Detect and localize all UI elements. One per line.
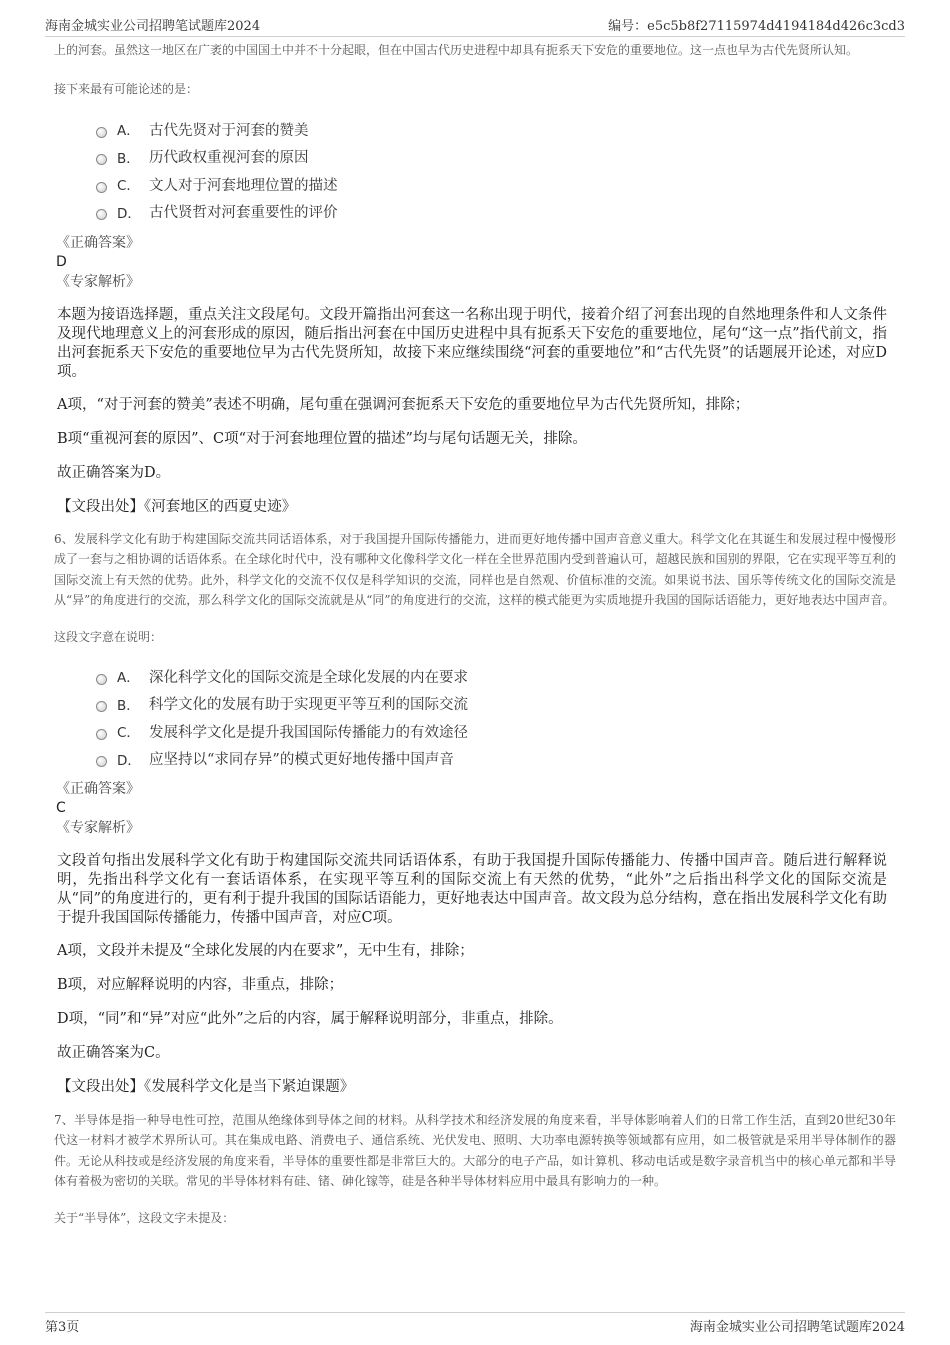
option-text: 古代贤哲对河套重要性的评价 <box>149 205 338 222</box>
q6-explanation-d: D项，“同”和“异”对应“此外”之后的内容，属于解释说明部分，非重点，排除。 <box>57 1010 563 1027</box>
option-text: 深化科学文化的国际交流是全球化发展的内在要求 <box>149 669 468 686</box>
q7-prompt: 关于“半导体”，这段文字未提及： <box>54 1210 235 1225</box>
q6-conclusion: 故正确答案为C。 <box>57 1044 170 1061</box>
q7-stem: 7、半导体是指一种导电性可控，范围从绝缘体到导体之间的材料。从科学技术和经济发展的角度来看，半导体影响着人们的日常工作生活，直到20世纪30年代这一材料才被学术界所认可。其在集成电路、消费电子、通信系统、光伏发电、照明、大功率电源转换等领域都有应用，如二极管就是采用半导体制作的器件。无论从科技或是经济发展的角度来看，半导体的重要性都是非常巨大的。大部分的电子产品，如计算机、移动电话或是数字录音机当中的核心单元都和半导体有着极为密切的关联。常见的半导体材料有硅、锗、砷化镓等，硅是各种半导体材料应用中最具有影响力的一种。 <box>54 1112 896 1188</box>
q6-options <box>96 663 896 773</box>
option-letter: C． <box>117 178 140 195</box>
q5-analysis: 本题为接语选择题，重点关注文段尾句。文段开篇指出河套这一名称出现于明代，接着介绍了河套出现的自然地理条件和人文条件及现代地理意义上的河套形成的原因，随后指出河套在中国历史进程中具有扼系天下安危的重要地位，尾句“这一点”指代前文，指出河套扼系天下安危的重要地位早为古代先贤所知，故接下来应继续围绕“河套的重要地位”和“古代先贤”的话题展开论述，对应D项。 <box>57 306 887 380</box>
q6-explanation-a: A项，文段并未提及“全球化发展的内在要求”，无中生有，排除； <box>57 942 474 959</box>
header-doc-id: 编号：e5c5b8f27115974d4194184d426c3cd3 <box>608 19 905 34</box>
q5-options <box>96 116 896 226</box>
radio-icon[interactable] <box>96 756 107 767</box>
page-header <box>45 14 905 37</box>
q6-option-a[interactable] <box>96 663 896 691</box>
q6-option-d[interactable] <box>96 745 896 773</box>
radio-icon[interactable] <box>96 154 107 165</box>
radio-icon[interactable] <box>96 729 107 740</box>
q5-answer-label: 《正确答案》 <box>56 234 140 251</box>
option-text: 应坚持以“求同存异”的模式更好地传播中国声音 <box>149 752 454 769</box>
q6-source: 【文段出处】《发展科学文化是当下紧迫课题》 <box>57 1078 355 1095</box>
radio-icon[interactable] <box>96 701 107 712</box>
q6-analysis: 文段首句指出发展科学文化有助于构建国际交流共同话语体系，有助于我国提升国际传播能力、传播中国声音。随后进行解释说明，先指出科学文化有一套话语体系，在实现平等互利的国际交流上有天然的优势，“此外”之后指出科学文化的国际交流是从“同”的角度进行的，更有利于提升我国的国际话语能力，更好地表达中国声音。故文段为总分结构，意在指出发展科学文化有助于提升我国国际传播能力，传播中国声音，对应C项。 <box>57 852 887 926</box>
q6-prompt: 这段文字意在说明： <box>54 629 163 644</box>
option-letter: C． <box>117 725 140 742</box>
option-letter: D． <box>117 752 141 769</box>
q5-conclusion: 故正确答案为D。 <box>57 464 171 481</box>
page-content <box>54 40 896 1226</box>
option-letter: B． <box>117 150 140 167</box>
option-text: 文人对于河套地理位置的描述 <box>149 177 338 194</box>
option-letter: A． <box>117 670 140 687</box>
q5-explanation-a: A项，“对于河套的赞美”表述不明确，尾句重在强调河套扼系天下安危的重要地位早为古代先贤所知，排除； <box>57 396 750 413</box>
option-text: 历代政权重视河套的原因 <box>149 150 309 167</box>
option-text: 古代先贤对于河套的赞美 <box>149 122 309 139</box>
q5-prompt: 接下来最有可能论述的是： <box>54 81 199 96</box>
page-number: 第3页 <box>45 1320 80 1335</box>
q5-option-b[interactable] <box>96 143 896 171</box>
q5-option-d[interactable] <box>96 198 896 226</box>
q5-stem-continuation: 上的河套。虽然这一地区在广袤的中国国土中并不十分起眼，但在中国古代历史进程中却具有扼系天下安危的重要地位。这一点也早为古代先贤所认知。 <box>54 43 859 57</box>
radio-icon[interactable] <box>96 127 107 138</box>
option-text: 发展科学文化是提升我国国际传播能力的有效途径 <box>149 724 468 741</box>
radio-icon[interactable] <box>96 209 107 220</box>
footer-title: 海南金城实业公司招聘笔试题库2024 <box>689 1320 905 1335</box>
q5-answer: D <box>56 253 67 270</box>
option-text: 科学文化的发展有助于实现更平等互利的国际交流 <box>149 697 468 714</box>
q5-option-c[interactable] <box>96 171 896 199</box>
q5-explanation-bc: B项“重视河套的原因”、C项“对于河套地理位置的描述”均与尾句话题无关，排除。 <box>57 430 587 447</box>
option-letter: A． <box>117 123 140 140</box>
q6-answer-label: 《正确答案》 <box>56 780 140 797</box>
option-letter: D． <box>117 205 141 222</box>
q6-option-c[interactable] <box>96 718 896 746</box>
radio-icon[interactable] <box>96 674 107 685</box>
q5-source: 【文段出处】《河套地区的西夏史迹》 <box>57 498 297 515</box>
radio-icon[interactable] <box>96 182 107 193</box>
q6-stem: 6、发展科学文化有助于构建国际交流共同话语体系，对于我国提升国际传播能力，进而更好地传播中国声音意义重大。科学文化在其诞生和发展过程中慢慢形成了一套与之相协调的话语体系。在全球化时代中，没有哪种文化像科学文化一样在全世界范围内受到普遍认可，超越民族和国别的界限，它在实现平等互利的国际交流上有天然的优势。此外，科学文化的交流不仅仅是科学知识的交流，同样也是自然观、价值标准的交流。如果说书法、国乐等传统文化的国际交流是从“异”的角度进行的交流，那么科学文化的国际交流就是从“同”的角度进行的交流，这样的模式能更为实质地提升我国的国际话语能力，更好地表达中国声音。 <box>54 531 896 607</box>
header-title: 海南金城实业公司招聘笔试题库2024 <box>45 19 261 34</box>
q6-answer: C <box>56 799 66 816</box>
q6-explanation-b: B项，对应解释说明的内容，非重点，排除； <box>57 976 344 993</box>
q6-analysis-label: 《专家解析》 <box>56 819 140 836</box>
page-footer <box>45 1312 905 1337</box>
q5-analysis-label: 《专家解析》 <box>56 273 140 290</box>
option-letter: B． <box>117 697 140 714</box>
q6-option-b[interactable] <box>96 690 896 718</box>
q5-option-a[interactable] <box>96 116 896 144</box>
